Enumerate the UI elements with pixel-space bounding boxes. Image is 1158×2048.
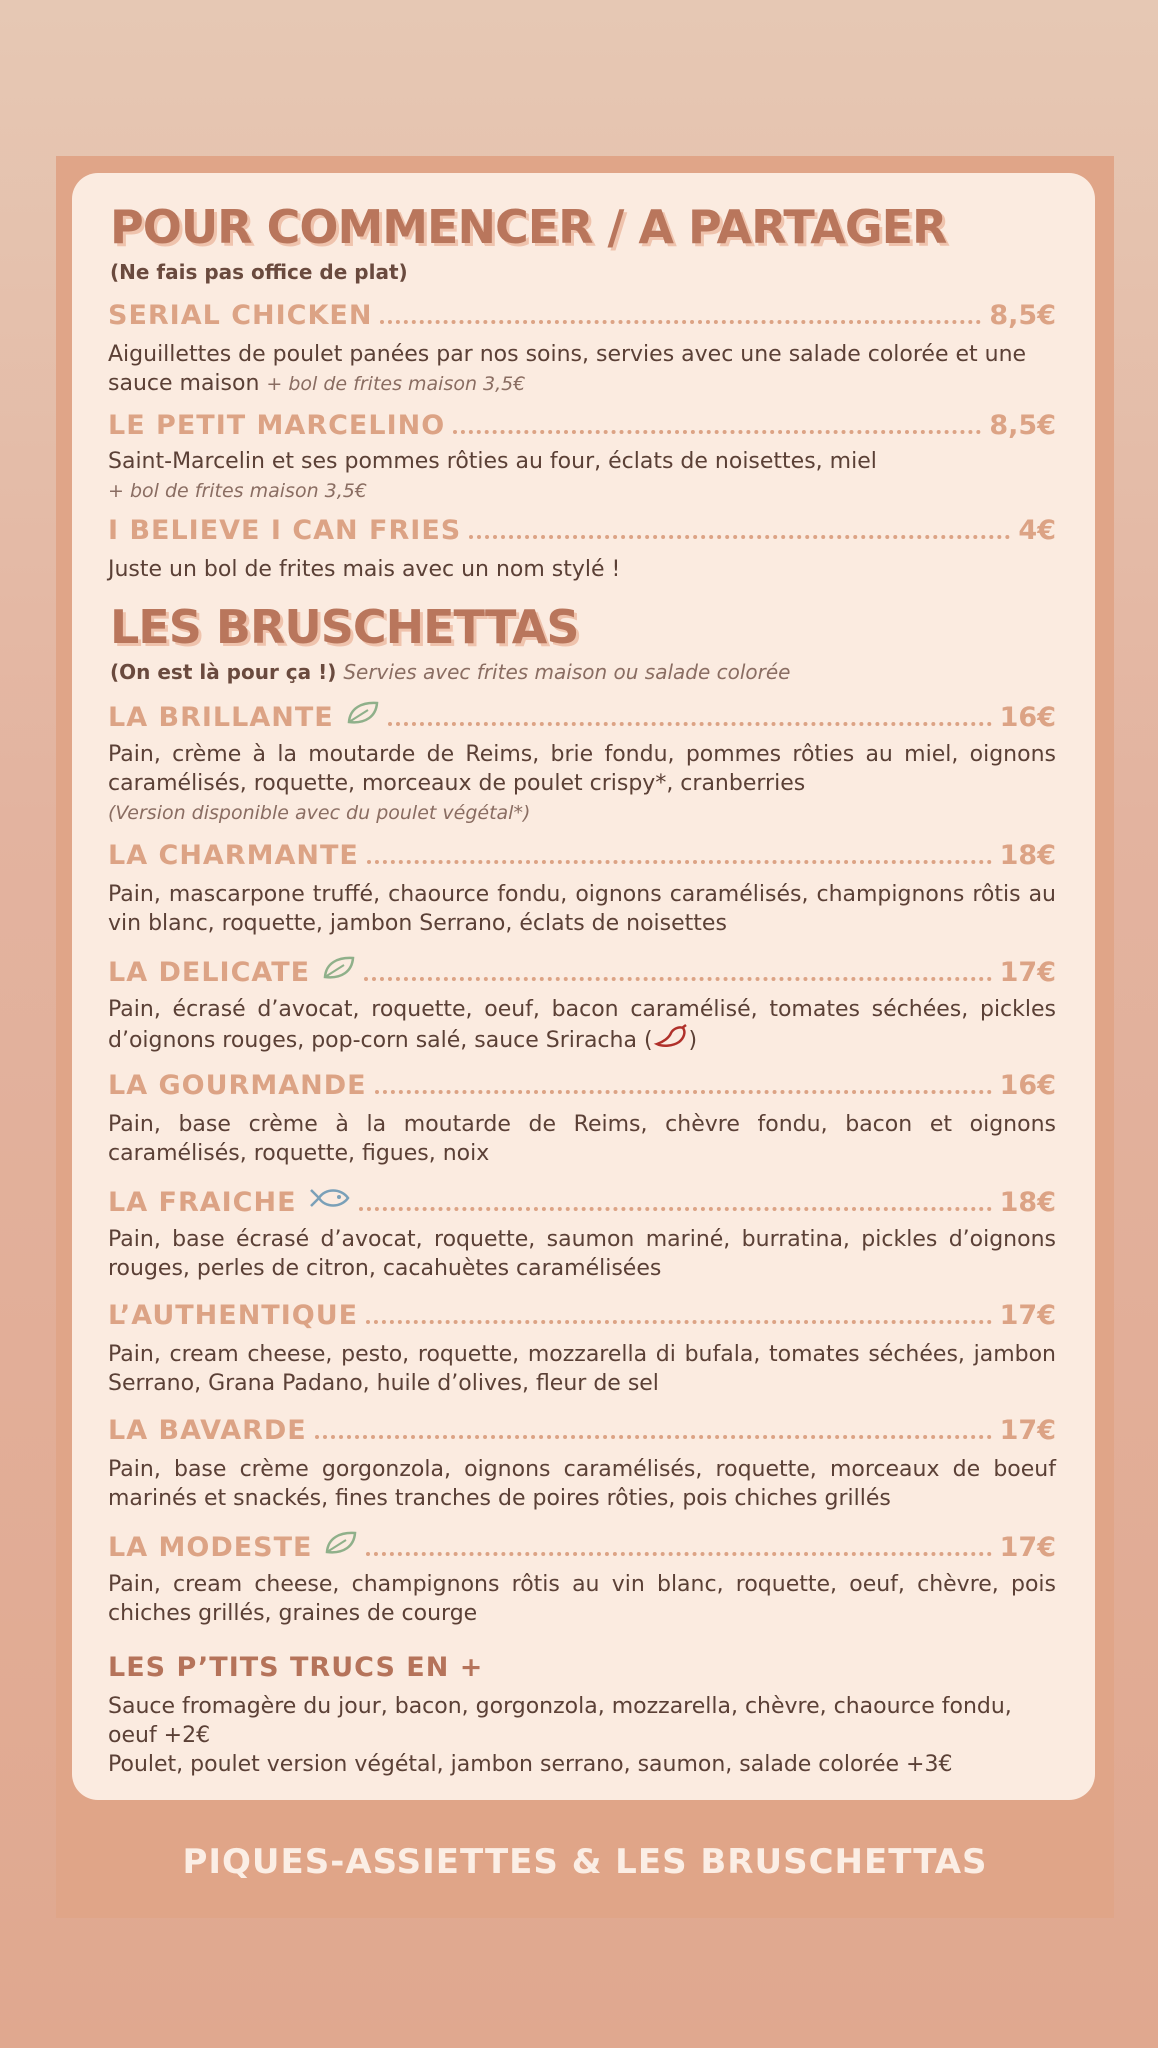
leader-dots	[375, 1090, 992, 1094]
leader-dots	[359, 1207, 992, 1211]
item-name: L’AUTHENTIQUE	[108, 1300, 359, 1331]
section-title-starters: POUR COMMENCER / A PARTAGER	[110, 200, 947, 254]
item-description: Pain, cream cheese, pesto, roquette, mozzarella di bufala, tomates séchées, jambon Serrano, Grana Padano, huile d’olives, fleur de sel	[108, 1342, 1056, 1396]
item-name: I BELIEVE I CAN FRIES	[108, 515, 462, 546]
item-name: LA CHARMANTE	[108, 840, 359, 871]
item-price: 16€	[999, 702, 1056, 733]
menu-item-serial-chicken	[108, 300, 1056, 331]
leader-dots	[453, 430, 981, 434]
section-note-bruschettas	[110, 660, 790, 684]
item-price: 4€	[1018, 515, 1056, 546]
extras-title: LES P’TITS TRUCS EN +	[108, 1652, 484, 1683]
description-text: Aiguillettes de poulet panées par nos soins, servies avec une salade colorée et une sauce maison	[108, 342, 1027, 396]
menu-item-la-brillante	[108, 700, 1056, 733]
leader-dots	[366, 1552, 991, 1556]
item-price: 17€	[999, 1300, 1056, 1331]
extras-line-2: Poulet, poulet version végétal, jambon serrano, saumon, salade colorée +3€	[108, 1752, 953, 1777]
item-price: 8,5€	[989, 410, 1056, 441]
item-name: LA FRAICHE	[108, 1187, 297, 1218]
item-description: Pain, base crème gorgonzola, oignons caramélisés, roquette, morceaux de boeuf marinés et snackés, fines tranches de poires rôties, pois chiches grillés	[108, 1457, 1056, 1511]
note-bold: (On est là pour ça !)	[110, 660, 337, 684]
leader-dots	[469, 535, 1010, 539]
item-description: Pain, cream cheese, champignons rôtis au vin blanc, roquette, oeuf, chèvre, pois chiches grillés, graines de courge	[108, 1572, 1056, 1626]
menu-item-la-modeste	[108, 1530, 1056, 1563]
fish-icon	[309, 1185, 351, 1215]
item-price: 18€	[999, 1187, 1056, 1218]
item-description: Pain, base écrasé d’avocat, roquette, saumon mariné, burratina, pickles d’oignons rouges, perles de citron, cacahuètes caramélisées	[108, 1227, 1056, 1281]
item-name: SERIAL CHICKEN	[108, 300, 373, 331]
leader-dots	[388, 722, 992, 726]
description-text: Saint-Marcelin et ses pommes rôties au four, éclats de noisettes, miel	[108, 449, 877, 474]
item-description: Juste un bol de frites mais avec un nom stylé !	[108, 557, 621, 582]
item-name: LA DELICATE	[108, 957, 311, 988]
item-name: LA BAVARDE	[108, 1415, 307, 1446]
leader-dots	[364, 977, 992, 981]
item-description	[108, 340, 1056, 399]
section-note-starters: (Ne fais pas office de plat)	[110, 260, 408, 284]
item-description: Pain, mascarpone truffé, chaource fondu, oignons caramélisés, champignons rôtis au vin blanc, roquette, jambon Serrano, éclats de noisettes	[108, 882, 1056, 936]
description-text-end: )	[688, 1028, 698, 1053]
item-name: LA MODESTE	[108, 1532, 313, 1563]
leaf-icon	[322, 955, 356, 985]
item-description	[108, 995, 1056, 1058]
extras-line-1: Sauce fromagère du jour, bacon, gorgonzola, mozzarella, chèvre, chaource fondu, oeuf +2€	[108, 1694, 1012, 1748]
chili-icon	[653, 1024, 689, 1058]
section-title-bruschettas: LES BRUSCHETTAS	[110, 600, 579, 654]
menu-item-la-delicate	[108, 955, 1056, 988]
leader-dots	[380, 320, 981, 324]
menu-item-l-authentique	[108, 1300, 1056, 1331]
description-text: Pain, crème à la moutarde de Reims, brie fondu, pommes rôties au miel, oignons caramélisés, roquette, morceaux de poulet crispy*, cranberries	[108, 742, 1056, 796]
leaf-icon	[346, 700, 380, 730]
item-price: 8,5€	[989, 300, 1056, 331]
description-text: Pain, écrasé d’avocat, roquette, oeuf, bacon caramélisé, tomates séchées, pickles d’oignons rouges, pop-corn salé, sauce Sriracha (	[108, 997, 1056, 1053]
leaf-icon	[324, 1530, 358, 1560]
description-extra: + bol de frites maison 3,5€	[108, 480, 367, 502]
description-extra: + bol de frites maison 3,5€	[266, 373, 526, 395]
note-italic: Servies avec frites maison ou salade colorée	[343, 660, 791, 684]
menu-item-la-fraiche	[108, 1185, 1056, 1218]
item-price: 18€	[999, 840, 1056, 871]
leader-dots	[367, 860, 992, 864]
item-price: 17€	[999, 957, 1056, 988]
item-description	[108, 740, 1056, 828]
menu-item-i-believe-i-can-fries	[108, 515, 1056, 546]
item-name: LE PETIT MARCELINO	[108, 410, 446, 441]
description-extra: (Version disponible avec du poulet végétal*)	[108, 802, 531, 824]
item-description: Pain, base crème à la moutarde de Reims, chèvre fondu, bacon et oignons caramélisés, roquette, figues, noix	[108, 1112, 1056, 1166]
menu-item-la-charmante	[108, 840, 1056, 871]
menu-item-la-gourmande	[108, 1070, 1056, 1101]
menu-item-le-petit-marcelino	[108, 410, 1056, 441]
item-description	[108, 447, 1056, 506]
menu-footer-title: PIQUES-ASSIETTES & LES BRUSCHETTAS	[182, 1842, 988, 1882]
leader-dots	[366, 1320, 992, 1324]
item-price: 17€	[999, 1532, 1056, 1563]
menu-item-la-bavarde	[108, 1415, 1056, 1446]
item-name: LA GOURMANDE	[108, 1070, 367, 1101]
leader-dots	[315, 1435, 992, 1439]
item-price: 17€	[999, 1415, 1056, 1446]
item-name: LA BRILLANTE	[108, 702, 334, 733]
item-price: 16€	[999, 1070, 1056, 1101]
